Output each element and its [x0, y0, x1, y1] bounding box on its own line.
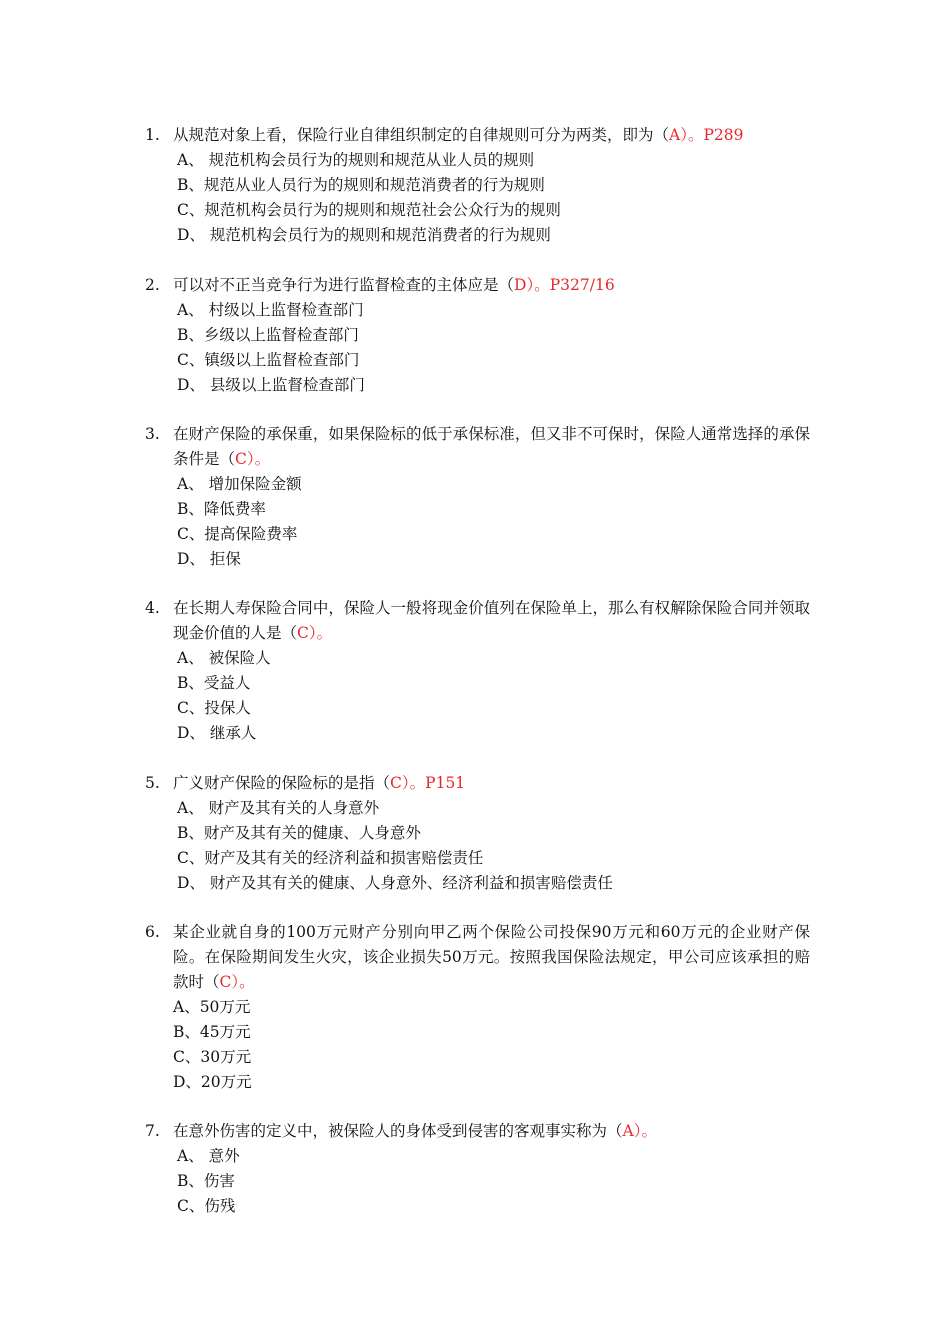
answer-close: ）。 — [231, 973, 255, 991]
option-c: C、伤残 — [177, 1197, 236, 1215]
option-a: A、50万元 — [173, 998, 251, 1016]
option-a: A、 财产及其有关的人身意外 — [177, 799, 380, 817]
question-6 — [145, 920, 810, 1095]
options-list — [145, 148, 810, 248]
option-c: C、财产及其有关的经济利益和损害赔偿责任 — [177, 849, 484, 867]
option-b: B、乡级以上监督检查部门 — [177, 326, 359, 344]
option-a: A、 增加保险金额 — [177, 475, 302, 493]
option-a: A、 意外 — [177, 1147, 240, 1165]
option-b: B、降低费率 — [177, 500, 266, 518]
question-2 — [145, 273, 810, 398]
question-1 — [145, 123, 810, 248]
option-c: C、30万元 — [173, 1048, 252, 1066]
question-text: 在财产保险的承保重，如果保险标的低于承保标准，但又非不可保时，保险人通常选择的承保条件是（ — [173, 425, 810, 468]
options-list — [145, 472, 810, 572]
question-text: 从规范对象上看，保险行业自律组织制定的自律规则可分为两类，即为（ — [173, 126, 670, 144]
option-a: A、 规范机构会员行为的规则和规范从业人员的规则 — [177, 151, 535, 169]
question-text: 广义财产保险的保险标的是指（ — [173, 774, 391, 792]
question-number: 1. — [145, 126, 160, 144]
question-stem — [145, 422, 810, 472]
option-a: A、 村级以上监督检查部门 — [177, 301, 364, 319]
answer-letter: A — [669, 126, 681, 144]
answer-letter: C — [219, 973, 232, 991]
option-a: A、 被保险人 — [177, 649, 271, 667]
question-number: 4. — [145, 599, 160, 617]
question-number: 5. — [145, 774, 160, 792]
option-d: D、20万元 — [173, 1073, 252, 1091]
option-d: D、 规范机构会员行为的规则和规范消费者的行为规则 — [177, 226, 551, 244]
options-list — [145, 796, 810, 896]
question-number: 6. — [145, 923, 160, 941]
option-b: B、财产及其有关的健康、人身意外 — [177, 824, 421, 842]
question-4 — [145, 596, 810, 746]
option-d: D、 财产及其有关的健康、人身意外、经济利益和损害赔偿责任 — [177, 874, 613, 892]
option-d: D、 拒保 — [177, 550, 241, 568]
question-7 — [145, 1119, 810, 1219]
option-c: C、规范机构会员行为的规则和规范社会公众行为的规则 — [177, 201, 561, 219]
answer-letter: A — [622, 1122, 634, 1140]
answer-close: ）。 — [401, 774, 426, 792]
question-stem — [145, 771, 810, 796]
question-stem — [145, 123, 810, 148]
answer-letter: C — [297, 624, 309, 642]
options-list — [145, 1144, 810, 1219]
question-number: 7. — [145, 1122, 160, 1140]
option-b: B、45万元 — [173, 1023, 251, 1041]
question-text: 在长期人寿保险合同中，保险人一般将现金价值列在保险单上，那么有权解除保险合同并领取现金价值的人是（ — [173, 599, 810, 642]
question-stem — [145, 596, 810, 646]
option-b: B、规范从业人员行为的规则和规范消费者的行为规则 — [177, 176, 545, 194]
page-reference: P327/16 — [549, 276, 615, 294]
page-reference: P151 — [425, 774, 466, 792]
option-c: C、镇级以上监督检查部门 — [177, 351, 360, 369]
question-5 — [145, 771, 810, 896]
answer-close: ）。 — [633, 1122, 657, 1140]
question-text: 在意外伤害的定义中，被保险人的身体受到侵害的客观事实称为（ — [173, 1122, 623, 1140]
answer-letter: C — [235, 450, 247, 468]
answer-letter: C — [390, 774, 402, 792]
option-c: C、提高保险费率 — [177, 525, 298, 543]
answer-close: ）。 — [680, 126, 704, 144]
answer-close: ）。 — [526, 276, 550, 294]
option-b: B、伤害 — [177, 1172, 235, 1190]
question-number: 3. — [145, 425, 160, 443]
options-list — [145, 646, 810, 746]
option-c: C、投保人 — [177, 699, 251, 717]
page-reference: P289 — [703, 126, 744, 144]
question-number: 2. — [145, 276, 160, 294]
answer-close: ）。 — [308, 624, 333, 642]
option-d: D、 县级以上监督检查部门 — [177, 376, 365, 394]
question-stem — [145, 920, 810, 995]
options-list — [145, 995, 810, 1095]
question-stem — [145, 1119, 810, 1144]
answer-letter: D — [514, 276, 527, 294]
option-b: B、受益人 — [177, 674, 251, 692]
question-stem — [145, 273, 810, 298]
question-text: 某企业就自身的100万元财产分别向甲乙两个保险公司投保90万元和60万元的企业财产保险。在保险期间发生火灾，该企业损失50万元。按照我国保险法规定，甲公司应该承担的赔款时（ — [173, 923, 810, 991]
question-text: 可以对不正当竞争行为进行监督检查的主体应是（ — [173, 276, 515, 294]
options-list — [145, 298, 810, 398]
answer-close: ）。 — [246, 450, 271, 468]
question-3 — [145, 422, 810, 572]
option-d: D、 继承人 — [177, 724, 257, 742]
